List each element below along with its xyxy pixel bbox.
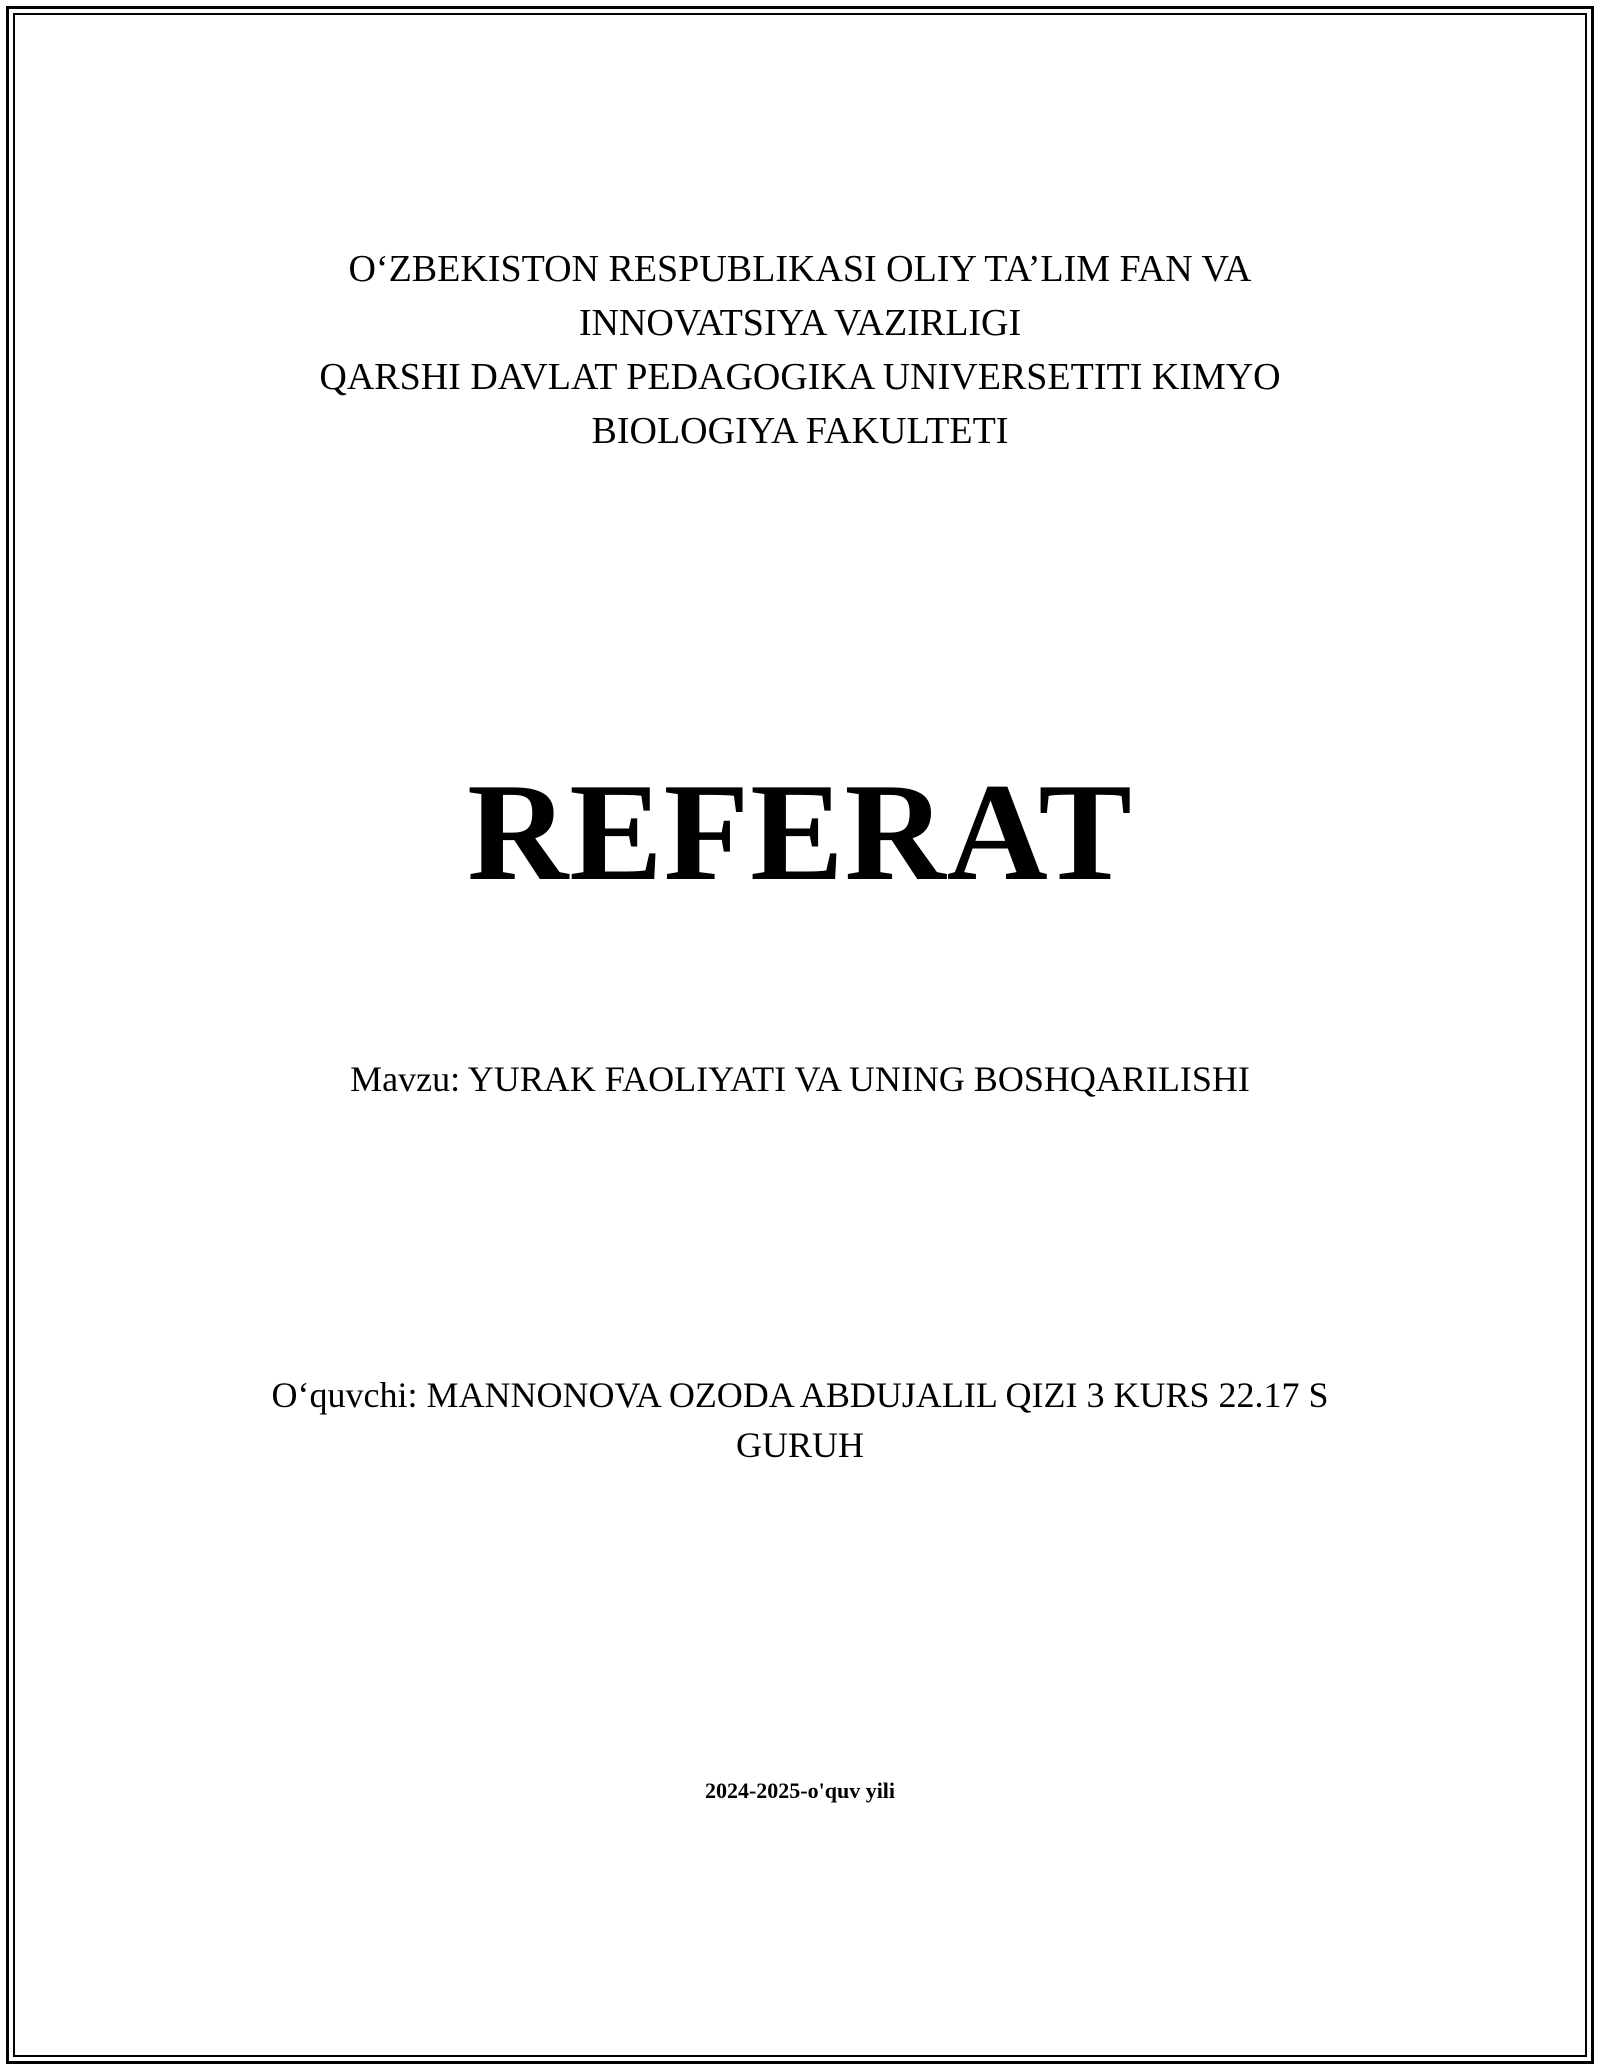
ministry-header xyxy=(200,242,1400,458)
topic-line: Mavzu: YURAK FAOLIYATI VA UNING BOSHQARILISHI xyxy=(350,1059,1250,1099)
header-line: BIOLOGIYA FAKULTETI xyxy=(591,410,1009,452)
student-line: GURUH xyxy=(735,1425,864,1465)
student-line: O‘quvchi: MANNONOVA OZODA ABDUJALIL QIZI 3 KURS 22.17 S xyxy=(271,1375,1329,1415)
document-title: REFERAT xyxy=(467,755,1133,910)
header-line: O‘ZBEKISTON RESPUBLIKASI OLIY TA’LIM FAN VA xyxy=(348,248,1252,290)
header-line: INNOVATSIYA VAZIRLIGI xyxy=(578,302,1022,344)
student-info xyxy=(200,1370,1400,1470)
academic-year: 2024-2025-o'quv yili xyxy=(704,1778,896,1803)
header-line: QARSHI DAVLAT PEDAGOGIKA UNIVERSETITI KIMYO xyxy=(319,356,1281,398)
